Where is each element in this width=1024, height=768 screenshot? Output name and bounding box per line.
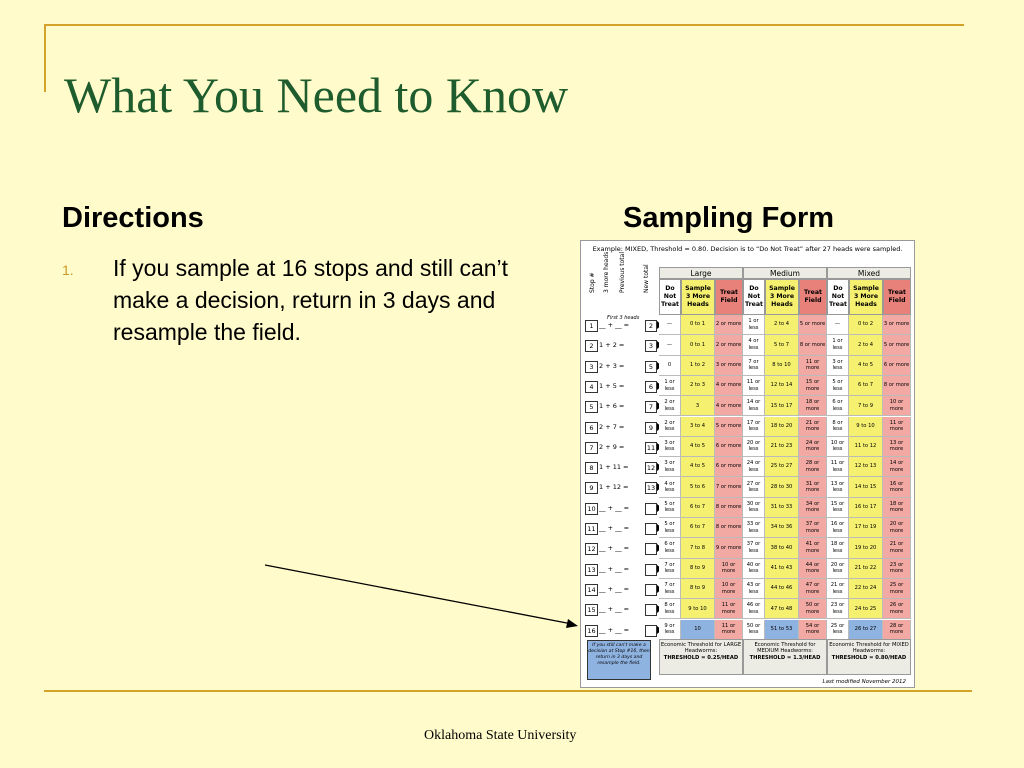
- table-cell: 8 or less: [827, 417, 849, 437]
- table-cell: 2 or less: [659, 417, 681, 437]
- table-cell: 14 or less: [743, 396, 765, 416]
- table-cell: 24 or more: [799, 437, 827, 457]
- table-cell: 7 or less: [743, 356, 765, 376]
- column-header: Do Not Treat: [659, 279, 681, 315]
- stop-number: 6: [585, 422, 598, 434]
- stop-row: [585, 620, 659, 640]
- stop-total: [645, 604, 657, 616]
- table-cell: 15 or less: [827, 498, 849, 518]
- list-item-text: If you sample at 16 stops and still can’t make a decision, return in 3 days and resample the field.: [113, 255, 509, 345]
- table-cell: 17 to 19: [849, 518, 883, 538]
- column-header: Treat Field: [883, 279, 911, 315]
- table-cell: 22 to 24: [849, 579, 883, 599]
- bottom-rule: [44, 690, 972, 692]
- stop-number: 4: [585, 381, 598, 393]
- table-cell: 10 or more: [715, 559, 743, 579]
- table-cell: —: [659, 335, 681, 355]
- stop-equation: __ + __ =: [599, 605, 630, 614]
- stop-equation: __ + __ =: [599, 625, 630, 634]
- list-item-number: 1.: [62, 262, 74, 278]
- table-cell: 41 to 43: [765, 559, 799, 579]
- table-cell: 9 to 10: [681, 599, 715, 619]
- table-cell: 31 or more: [799, 477, 827, 497]
- top-rule: [44, 24, 964, 26]
- table-cell: 4 or more: [715, 396, 743, 416]
- table-cell: 0 to 1: [681, 335, 715, 355]
- table-cell: 8 or more: [883, 376, 911, 396]
- table-cell: 8 or more: [799, 335, 827, 355]
- table-cell: 0 to 2: [849, 315, 883, 335]
- stop-total: [645, 584, 657, 596]
- stop-total: [645, 523, 657, 535]
- table-cell: 6 or more: [883, 356, 911, 376]
- stop-total: 5: [645, 361, 657, 373]
- table-cell: 12 to 14: [765, 376, 799, 396]
- table-cell: 5 or less: [659, 518, 681, 538]
- table-cell: 5 or less: [827, 376, 849, 396]
- stop-total: 13: [646, 484, 656, 493]
- table-cell: 6 or more: [715, 457, 743, 477]
- table-cell: 21 to 22: [849, 559, 883, 579]
- table-cell: 8 or more: [715, 498, 743, 518]
- table-cell: 15 or more: [799, 376, 827, 396]
- table-cell: 4 to 5: [849, 356, 883, 376]
- table-cell: 10 or more: [883, 396, 911, 416]
- table-cell: 34 to 36: [765, 518, 799, 538]
- stop-column-header: 3 more heads: [603, 251, 610, 293]
- table-cell: 27 or less: [743, 477, 765, 497]
- table-cell: 21 or more: [883, 538, 911, 558]
- stop-total: 12: [646, 464, 656, 473]
- table-cell: 6 or more: [715, 437, 743, 457]
- table-cell: 7 or more: [715, 477, 743, 497]
- table-cell: 3 or more: [883, 315, 911, 335]
- table-cell: 51 to 53: [765, 620, 799, 640]
- table-cell: 15 to 17: [765, 396, 799, 416]
- stop-row: [585, 356, 659, 376]
- table-cell: 13 or more: [883, 437, 911, 457]
- table-cell: 3: [681, 396, 715, 416]
- table-cell: 9 or less: [659, 620, 681, 640]
- sampling-form-heading: Sampling Form: [623, 202, 835, 234]
- stop-row: [585, 538, 659, 558]
- stop-total: 2: [645, 320, 657, 332]
- table-cell: 8 or more: [715, 518, 743, 538]
- table-cell: 14 or more: [883, 457, 911, 477]
- table-cell: 18 or more: [883, 498, 911, 518]
- column-header: Do Not Treat: [743, 279, 765, 315]
- stop-equation: 2 + 9 =: [599, 442, 625, 451]
- stop-equation: 1 + 5 =: [599, 381, 625, 390]
- table-cell: 7 or less: [659, 559, 681, 579]
- stop-row: [585, 477, 659, 497]
- table-cell: 24 to 25: [849, 599, 883, 619]
- stop-row: [585, 396, 659, 416]
- column-header: Sample 3 More Heads: [765, 279, 799, 315]
- threshold-value: THRESHOLD = 1.3/HEAD: [749, 654, 821, 661]
- table-cell: 2 to 4: [765, 315, 799, 335]
- table-cell: 38 to 40: [765, 538, 799, 558]
- stop-equation: 1 + 11 =: [599, 463, 629, 472]
- stop-row: [585, 335, 659, 355]
- table-cell: 5 to 7: [765, 335, 799, 355]
- table-cell: 4 or more: [715, 376, 743, 396]
- table-cell: 11 or more: [715, 620, 743, 640]
- table-cell: 26 or more: [883, 599, 911, 619]
- stop-number: 12: [585, 543, 598, 555]
- stop-equation: __ + __ =: [599, 544, 630, 553]
- table-cell: 2 or more: [715, 335, 743, 355]
- table-cell: 11 or less: [827, 457, 849, 477]
- stop-row: [585, 518, 659, 538]
- stop-row: [585, 498, 659, 518]
- table-cell: 37 or less: [743, 538, 765, 558]
- table-cell: 30 or less: [743, 498, 765, 518]
- threshold-value: THRESHOLD = 0.80/HEAD: [831, 654, 907, 661]
- column-header: Do Not Treat: [827, 279, 849, 315]
- table-cell: 5 or more: [883, 335, 911, 355]
- table-cell: 11 or more: [715, 599, 743, 619]
- table-cell: 6 or less: [659, 538, 681, 558]
- table-cell: 23 or less: [827, 599, 849, 619]
- table-cell: 6 to 7: [681, 498, 715, 518]
- stop-total: 3: [645, 340, 657, 352]
- stop-number: 14: [585, 584, 598, 596]
- stop-total: [645, 625, 657, 637]
- table-cell: 11 or more: [883, 417, 911, 437]
- table-cell: 7 to 9: [849, 396, 883, 416]
- group-header-medium: Medium: [743, 267, 827, 279]
- table-cell: 50 or less: [743, 620, 765, 640]
- stop-equation: __ + __ =: [599, 564, 630, 573]
- threshold-label: Economic Threshold for MIXED Headworms:: [829, 642, 909, 655]
- directions-heading: Directions: [62, 202, 204, 234]
- stop-number: 1: [585, 320, 598, 332]
- stop-total: 7: [645, 401, 657, 413]
- table-cell: 16 or less: [827, 518, 849, 538]
- table-cell: 19 to 20: [849, 538, 883, 558]
- table-cell: 14 to 15: [849, 477, 883, 497]
- stop-number: 8: [585, 462, 598, 474]
- table-cell: 6 to 7: [681, 518, 715, 538]
- table-cell: 25 or more: [883, 579, 911, 599]
- table-cell: 10 or less: [827, 437, 849, 457]
- table-cell: 47 to 48: [765, 599, 799, 619]
- table-cell: 12 to 13: [849, 457, 883, 477]
- table-cell: 1 or less: [659, 376, 681, 396]
- stop-equation: __ + __ =: [599, 321, 630, 329]
- stop-equation: 1 + 2 =: [599, 341, 625, 350]
- table-cell: —: [827, 315, 849, 335]
- table-cell: 41 or more: [799, 538, 827, 558]
- table-cell: 3 or more: [715, 356, 743, 376]
- stop-number: 16: [585, 625, 598, 637]
- table-cell: 40 or less: [743, 559, 765, 579]
- stop-row: [585, 417, 659, 437]
- table-cell: —: [659, 315, 681, 335]
- table-cell: 43 or less: [743, 579, 765, 599]
- table-cell: 2 to 3: [681, 376, 715, 396]
- table-cell: 24 or less: [743, 457, 765, 477]
- table-cell: 7 to 8: [681, 538, 715, 558]
- stop-equation: 1 + 12 =: [599, 483, 629, 492]
- table-cell: 5 or less: [659, 498, 681, 518]
- last-modified-text: Last modified November 2012: [822, 679, 906, 685]
- table-cell: 20 or more: [883, 518, 911, 538]
- stop-row: [585, 599, 659, 619]
- stop-equation: __ + __ =: [599, 524, 630, 532]
- table-cell: 50 or more: [799, 599, 827, 619]
- column-header: Sample 3 More Heads: [849, 279, 883, 315]
- table-cell: 21 or less: [827, 579, 849, 599]
- table-cell: 5 to 6: [681, 477, 715, 497]
- footer-text: Oklahoma State University: [424, 728, 577, 743]
- table-cell: 8 to 9: [681, 579, 715, 599]
- table-cell: 8 or less: [659, 599, 681, 619]
- table-cell: 16 or more: [883, 477, 911, 497]
- table-cell: 2 to 4: [849, 335, 883, 355]
- stop-column-header: New total: [643, 264, 650, 293]
- table-cell: 20 or less: [743, 437, 765, 457]
- stop-row: [585, 579, 659, 599]
- stop-row: [585, 559, 659, 579]
- table-cell: 5 or more: [715, 417, 743, 437]
- stop-equation: __ + __ =: [599, 584, 630, 593]
- table-cell: 16 to 17: [849, 498, 883, 518]
- threshold-label: Economic Threshold for MEDIUM Headworms:: [754, 642, 816, 655]
- economic-threshold-box: [659, 639, 743, 675]
- table-cell: 31 to 33: [765, 498, 799, 518]
- stop-total: 11: [646, 443, 656, 452]
- table-cell: 44 to 46: [765, 579, 799, 599]
- table-cell: 1 to 2: [681, 356, 715, 376]
- table-cell: 18 or less: [827, 538, 849, 558]
- stop-number: 2: [585, 340, 598, 352]
- stop-total: [645, 564, 657, 576]
- stop-row: [585, 315, 659, 335]
- table-cell: 44 or more: [799, 559, 827, 579]
- table-cell: 21 to 23: [765, 437, 799, 457]
- stop-total: [645, 503, 657, 515]
- table-cell: 4 or less: [743, 335, 765, 355]
- table-cell: 8 to 9: [681, 559, 715, 579]
- column-header: Treat Field: [715, 279, 743, 315]
- table-cell: 10 or more: [715, 579, 743, 599]
- table-cell: 34 or more: [799, 498, 827, 518]
- table-cell: 9 or more: [715, 538, 743, 558]
- table-cell: 8 to 10: [765, 356, 799, 376]
- table-cell: 18 or more: [799, 396, 827, 416]
- table-cell: 0 to 1: [681, 315, 715, 335]
- left-rule: [44, 24, 46, 92]
- stop-row: [585, 437, 659, 457]
- table-cell: 28 or more: [799, 457, 827, 477]
- table-cell: 4 to 5: [681, 457, 715, 477]
- table-cell: 4 to 5: [681, 437, 715, 457]
- column-header: Sample 3 More Heads: [681, 279, 715, 315]
- table-cell: 28 to 30: [765, 477, 799, 497]
- stop-number: 5: [585, 401, 598, 413]
- table-cell: 11 to 12: [849, 437, 883, 457]
- table-cell: 10: [681, 620, 715, 640]
- table-cell: 23 or more: [883, 559, 911, 579]
- table-cell: 4 or less: [659, 477, 681, 497]
- stop-total: [645, 543, 657, 555]
- stop-column-header: Previous total: [619, 252, 626, 293]
- form-example-text: Example: MIXED, Threshold = 0.80. Decision is to “Do Not Treat” after 27 heads were sampled.: [592, 245, 903, 253]
- table-cell: 11 or more: [799, 356, 827, 376]
- stop-number: 13: [585, 564, 598, 576]
- table-cell: 3 or less: [659, 457, 681, 477]
- economic-threshold-box: [743, 639, 827, 675]
- stop-total: 6: [645, 381, 657, 393]
- stop-row: [585, 376, 659, 396]
- table-cell: 25 to 27: [765, 457, 799, 477]
- table-cell: 18 to 20: [765, 417, 799, 437]
- stop-column-header: Stop #: [589, 272, 596, 293]
- table-cell: 11 or less: [743, 376, 765, 396]
- table-cell: 2 or more: [715, 315, 743, 335]
- table-cell: 1 or less: [827, 335, 849, 355]
- slide-title: What You Need to Know: [64, 67, 569, 123]
- table-cell: 7 or less: [659, 579, 681, 599]
- table-cell: 13 or less: [827, 477, 849, 497]
- resample-note: If you still can't make a decision at Stop #16, then return in 3 days and resample the field.: [587, 640, 651, 680]
- stop-number: 11: [585, 523, 598, 535]
- stop-number: 9: [585, 482, 598, 494]
- threshold-label: Economic Threshold for LARGE Headworms:: [660, 642, 742, 655]
- table-cell: 6 or less: [827, 396, 849, 416]
- first-heads-note: First 3 heads: [607, 315, 640, 321]
- stop-equation: 1 + 6 =: [599, 402, 625, 411]
- economic-threshold-box: [827, 639, 911, 675]
- table-cell: 47 or more: [799, 579, 827, 599]
- table-cell: 1 or less: [743, 315, 765, 335]
- stop-number: 3: [585, 361, 598, 373]
- stop-number: 15: [585, 604, 598, 616]
- stop-equation: 2 + 3 =: [599, 361, 625, 370]
- table-cell: 3 or less: [827, 356, 849, 376]
- threshold-value: THRESHOLD = 0.25/HEAD: [663, 654, 739, 661]
- table-cell: 20 or less: [827, 559, 849, 579]
- table-cell: 0: [659, 356, 681, 376]
- table-cell: 25 or less: [827, 620, 849, 640]
- column-header: Treat Field: [799, 279, 827, 315]
- table-cell: 17 or less: [743, 417, 765, 437]
- stop-number: 10: [585, 503, 598, 515]
- table-cell: 37 or more: [799, 518, 827, 538]
- table-cell: 6 to 7: [849, 376, 883, 396]
- table-cell: 21 or more: [799, 417, 827, 437]
- table-cell: 3 or less: [659, 437, 681, 457]
- table-cell: 28 or more: [883, 620, 911, 640]
- table-cell: 5 or more: [799, 315, 827, 335]
- table-cell: 3 to 4: [681, 417, 715, 437]
- group-header-mixed: Mixed: [827, 267, 911, 279]
- stop-row: [585, 457, 659, 477]
- stop-equation: 2 + 7 =: [599, 422, 625, 431]
- sampling-form-image: [580, 240, 915, 688]
- table-cell: 9 to 10: [849, 417, 883, 437]
- table-cell: 54 or more: [799, 620, 827, 640]
- stop-number: 7: [585, 442, 598, 454]
- stop-equation: __ + __ =: [599, 503, 630, 512]
- table-cell: 26 to 27: [849, 620, 883, 640]
- table-cell: 46 or less: [743, 599, 765, 619]
- table-cell: 2 or less: [659, 396, 681, 416]
- table-cell: 33 or less: [743, 518, 765, 538]
- stop-total: 9: [645, 422, 657, 434]
- group-header-large: Large: [659, 267, 743, 279]
